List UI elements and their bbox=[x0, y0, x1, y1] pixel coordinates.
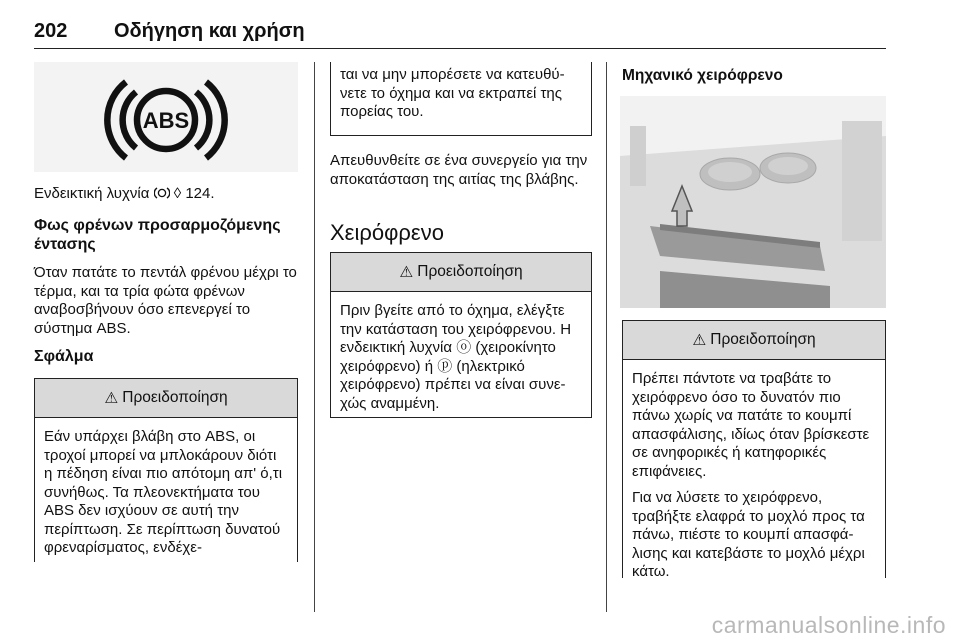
workshop-text: Απευθυνθείτε σε ένα συνεργείο για την αποκατάσταση της αιτίας της βλάβης. bbox=[330, 152, 588, 188]
caption-text: Ενδεικτική λυχνία bbox=[34, 185, 150, 202]
column-divider-2 bbox=[606, 62, 607, 612]
page-reference-icon: ◊ bbox=[173, 185, 182, 202]
abs-fault-warning-box bbox=[34, 378, 298, 562]
abs-small-icon bbox=[154, 186, 170, 200]
warning-triangle-icon: ⚠ bbox=[399, 263, 414, 281]
abs-light-caption bbox=[34, 185, 304, 204]
caption-page-ref: 124. bbox=[185, 185, 215, 202]
warning-text-2: Για να λύσετε το χειρόφρενο, τραβήξτε ελαφρά το μοχλό προς τα πάνω, πιέστε το κουμπί απασφάλισης και κατεβάστε το μοχλό μέχρι κάτω. bbox=[632, 489, 865, 580]
abs-fault-warning-box-continued bbox=[330, 62, 592, 136]
warning-text-1: Πρέπει πάντοτε να τραβάτε το χειρόφρενο όσο το δυνατόν πιο πάνω χωρίς να πατάτε το κουμπί απασφάλισης, ιδίως όταν βρίσκεστε σε ανηφορικές ή κατηφορικές επιφάνειες. bbox=[632, 370, 870, 480]
warning-text: Εάν υπάρχει βλάβη στο ABS, οι τροχοί μπορεί να μπλοκάρουν διότι η πέδηση είναι πιο απότομη απ' ό,τι συνήθως. Τα πλεονεκτήματα του ABS δεν ισχύουν σε αυτή την περίπτωση. Σε περίπτωση δυνατού φρεναρίσματος, ενδέχε- bbox=[44, 428, 283, 556]
warning-body bbox=[35, 418, 297, 558]
abs-warning-light-illustration bbox=[34, 62, 298, 172]
handbrake-lever-photo bbox=[620, 96, 886, 308]
abs-icon bbox=[34, 62, 298, 172]
warning-title: Προειδοποίηση bbox=[710, 331, 816, 348]
brake-light-heading: Φως φρένων προσαρμοζόμενης έντασης bbox=[34, 217, 281, 253]
warning-header bbox=[623, 321, 885, 360]
handbrake-illustration bbox=[620, 96, 886, 308]
watermark: carmanualsonline.info bbox=[711, 612, 946, 638]
warning-body bbox=[331, 292, 591, 413]
warning-text: Πριν βγείτε από το όχημα, ελέγξτε την κατάσταση του χειρόφρενου. Η ενδεικτική λυχνία ⓞ (χειροκίνητο χειρόφρενο) ή ⓟ (ηλεκτρικό χειρόφρενο) πρέπει να είναι συνεχώς αναμμένη. bbox=[340, 302, 572, 412]
manual-handbrake-warning-box bbox=[622, 320, 886, 578]
warning-triangle-icon: ⚠ bbox=[692, 331, 707, 349]
warning-body-continued bbox=[331, 62, 591, 122]
page-number: 202 bbox=[34, 20, 68, 42]
page-section-title: Οδήγηση και χρήση bbox=[114, 20, 305, 42]
warning-text-continued: ται να μην μπορέσετε να κατευθύνετε το όχημα και να εκτραπεί της πορείας του. bbox=[340, 66, 565, 120]
abs-symbol-text: ABS bbox=[142, 108, 190, 133]
column-divider-1 bbox=[314, 62, 315, 612]
handbrake-heading: Χειρόφρενο bbox=[330, 220, 444, 245]
page-header bbox=[34, 0, 886, 49]
handbrake-warning-box bbox=[330, 252, 592, 418]
manual-handbrake-heading: Μηχανικό χειρόφρενο bbox=[622, 67, 783, 84]
fault-heading: Σφάλμα bbox=[34, 348, 94, 365]
warning-title: Προειδοποίηση bbox=[417, 263, 523, 280]
warning-body bbox=[623, 360, 885, 582]
warning-header bbox=[35, 379, 297, 418]
warning-title: Προειδοποίηση bbox=[122, 389, 228, 406]
brake-light-text: Όταν πατάτε το πεντάλ φρένου μέχρι το τέρμα, και τα τρία φώτα φρένων αναβοσβήνουν όσο επενεργεί το σύστημα ABS. bbox=[34, 264, 297, 337]
warning-triangle-icon: ⚠ bbox=[104, 389, 119, 407]
warning-header bbox=[331, 253, 591, 292]
